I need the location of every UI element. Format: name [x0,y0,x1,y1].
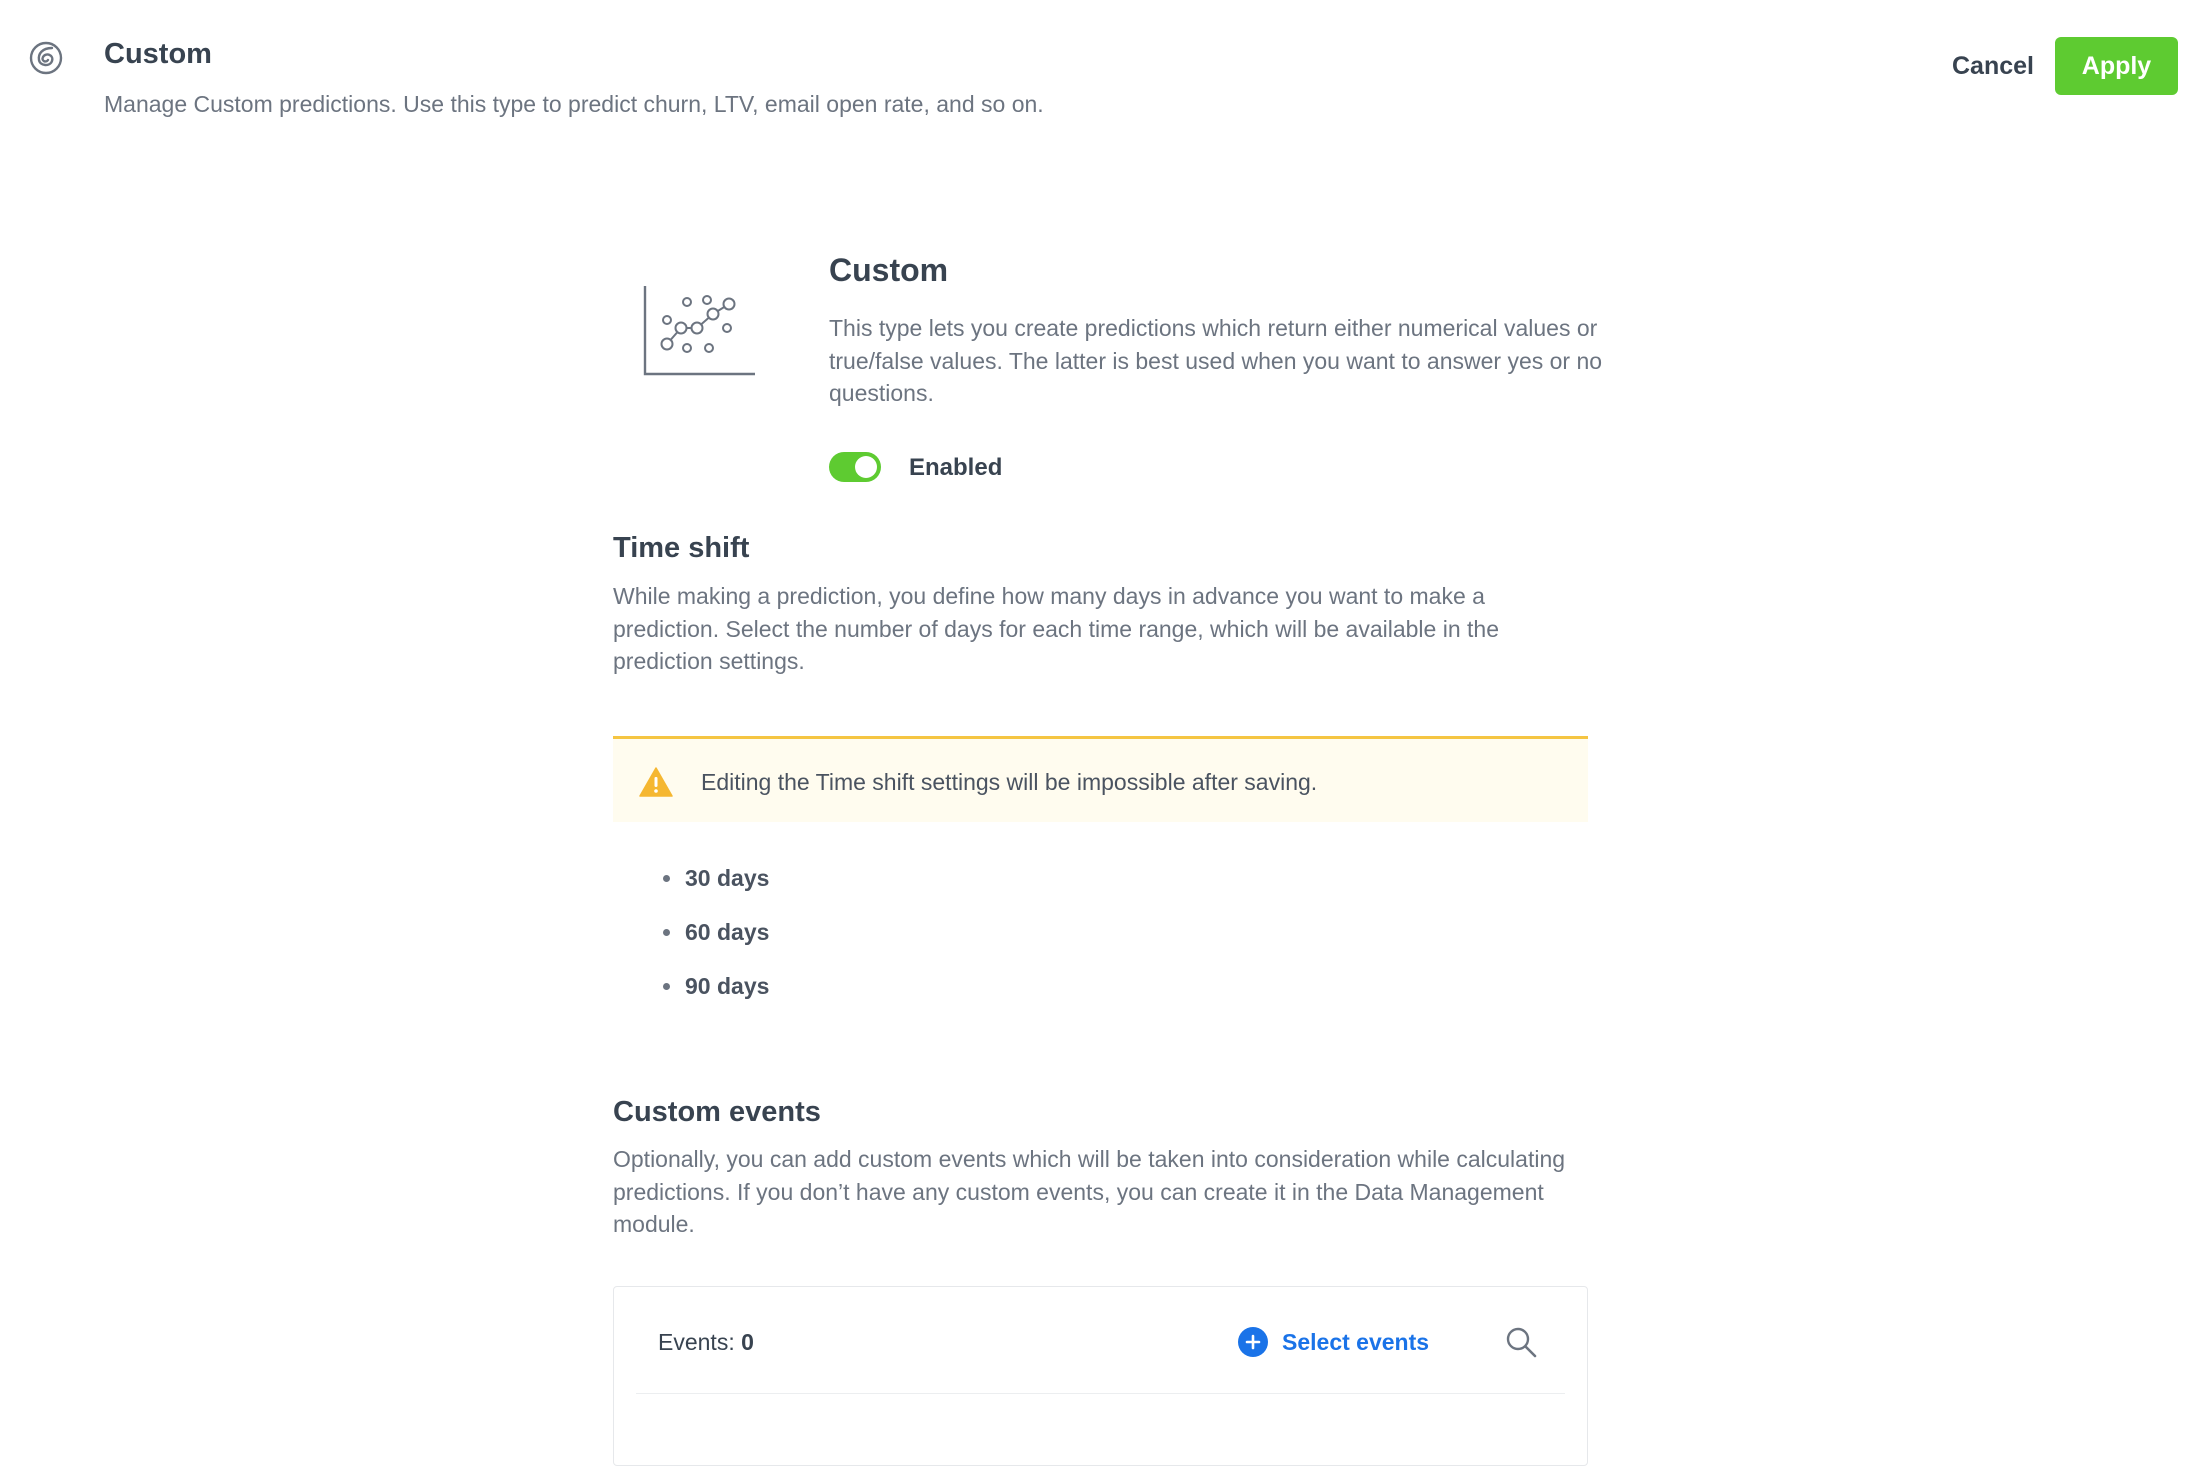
search-icon[interactable] [1504,1325,1538,1359]
select-events-label: Select events [1282,1328,1430,1355]
events-card [613,1286,1588,1466]
toggle-label: Enabled [909,454,1003,481]
events-count [658,1329,754,1356]
custom-events-description: Optionally, you can add custom events which will be taken into consideration while calculating predictions. If you don’t have any custom events, you can create it in the Data Management module. [613,1146,1566,1237]
cancel-button[interactable]: Cancel [1928,38,2058,94]
list-item: 60 days [663,916,769,970]
select-events-button[interactable] [1238,1325,1429,1359]
plus-circle-icon [1238,1327,1268,1357]
time-shift-title: Time shift [613,532,750,564]
apply-button[interactable]: Apply [2055,37,2178,95]
time-shift-warning [613,736,1588,822]
custom-events-title: Custom events [613,1096,821,1128]
type-description: This type lets you create predictions which return either numerical values or true/false values. The latter is best used when you want to answer yes or no questions. [829,315,1603,406]
page-subtitle: Manage Custom predictions. Use this type to predict churn, LTV, email open rate, and so on. [104,91,1044,117]
list-item: 30 days [663,862,769,916]
warning-triangle-icon [639,767,673,797]
events-count-label: Events: [658,1329,735,1355]
scatter-chart-icon [641,280,761,380]
main-content [613,0,1603,1446]
toggle-knob [855,456,877,478]
time-shift-description: While making a prediction, you define how many days in advance you want to make a prediction. Select the number of days for each time range, which will be available in the prediction settings. [613,583,1499,674]
events-count-value: 0 [741,1329,754,1355]
events-divider [636,1393,1565,1394]
list-item: 90 days [663,970,769,1024]
spiral-logo-icon [28,40,64,76]
page-title: Custom [104,38,212,70]
type-title: Custom [829,252,949,288]
enabled-toggle[interactable] [829,452,881,482]
warning-text: Editing the Time shift settings will be impossible after saving. [701,769,1318,795]
time-shift-options [663,862,769,1024]
